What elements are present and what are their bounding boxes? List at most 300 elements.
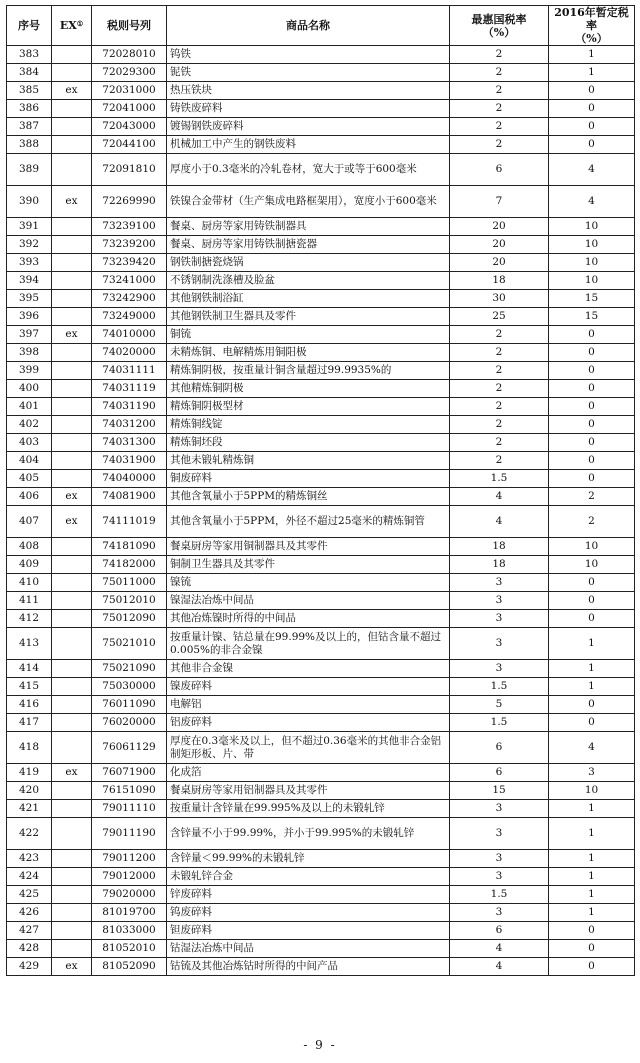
table-row xyxy=(7,782,635,800)
cell-name: 其他含氧量小于5PPM，外径不超过25毫米的精炼铜管 xyxy=(167,506,450,538)
cell-ex xyxy=(52,886,92,904)
cell-seq: 393 xyxy=(7,254,52,272)
cell-code: 75012010 xyxy=(92,592,167,610)
cell-mfn-rate: 3 xyxy=(450,628,549,660)
cell-interim-rate: 1 xyxy=(549,818,635,850)
table-row xyxy=(7,272,635,290)
table-row xyxy=(7,344,635,362)
cell-interim-rate: 1 xyxy=(549,678,635,696)
cell-interim-rate: 1 xyxy=(549,886,635,904)
ex-label: EX xyxy=(59,19,77,32)
table-row xyxy=(7,64,635,82)
cell-seq: 424 xyxy=(7,868,52,886)
cell-interim-rate: 0 xyxy=(549,922,635,940)
cell-ex xyxy=(52,236,92,254)
cell-code: 74031190 xyxy=(92,398,167,416)
cell-mfn-rate: 3 xyxy=(450,592,549,610)
cell-seq: 405 xyxy=(7,470,52,488)
cell-mfn-rate: 1.5 xyxy=(450,678,549,696)
table-row xyxy=(7,556,635,574)
table-row xyxy=(7,506,635,538)
cell-code: 72041000 xyxy=(92,100,167,118)
cell-code: 73241000 xyxy=(92,272,167,290)
cell-interim-rate: 3 xyxy=(549,764,635,782)
cell-mfn-rate: 1.5 xyxy=(450,470,549,488)
col-header-mfn-rate xyxy=(450,6,549,46)
cell-interim-rate: 10 xyxy=(549,218,635,236)
cell-interim-rate: 15 xyxy=(549,308,635,326)
cell-mfn-rate: 30 xyxy=(450,290,549,308)
cell-mfn-rate: 6 xyxy=(450,154,549,186)
cell-mfn-rate: 15 xyxy=(450,782,549,800)
cell-ex xyxy=(52,904,92,922)
cell-mfn-rate: 20 xyxy=(450,254,549,272)
cell-code: 72028010 xyxy=(92,46,167,64)
cell-ex xyxy=(52,380,92,398)
cell-mfn-rate: 20 xyxy=(450,218,549,236)
cell-interim-rate: 0 xyxy=(549,696,635,714)
table-row xyxy=(7,818,635,850)
table-row xyxy=(7,362,635,380)
table-row xyxy=(7,538,635,556)
cell-name: 热压铁块 xyxy=(167,82,450,100)
cell-name: 锌废碎料 xyxy=(167,886,450,904)
cell-seq: 428 xyxy=(7,940,52,958)
cell-mfn-rate: 2 xyxy=(450,326,549,344)
cell-code: 72091810 xyxy=(92,154,167,186)
cell-interim-rate: 4 xyxy=(549,186,635,218)
cell-interim-rate: 10 xyxy=(549,272,635,290)
cell-code: 75012090 xyxy=(92,610,167,628)
table-row xyxy=(7,470,635,488)
cell-code: 72031000 xyxy=(92,82,167,100)
cell-ex xyxy=(52,800,92,818)
cell-interim-rate: 4 xyxy=(549,732,635,764)
cell-interim-rate: 0 xyxy=(549,344,635,362)
cell-seq: 390 xyxy=(7,186,52,218)
cell-ex xyxy=(52,660,92,678)
cell-ex xyxy=(52,714,92,732)
cell-name: 钴湿法冶炼中间品 xyxy=(167,940,450,958)
cell-interim-rate: 0 xyxy=(549,100,635,118)
cell-ex xyxy=(52,850,92,868)
cell-mfn-rate: 2 xyxy=(450,362,549,380)
cell-code: 73249000 xyxy=(92,308,167,326)
cell-mfn-rate: 4 xyxy=(450,506,549,538)
cell-name: 钨铁 xyxy=(167,46,450,64)
cell-name: 镍锍 xyxy=(167,574,450,592)
cell-mfn-rate: 2 xyxy=(450,398,549,416)
cell-name: 铸铁废碎料 xyxy=(167,100,450,118)
cell-seq: 385 xyxy=(7,82,52,100)
cell-seq: 400 xyxy=(7,380,52,398)
cell-mfn-rate: 2 xyxy=(450,416,549,434)
cell-mfn-rate: 4 xyxy=(450,940,549,958)
cell-mfn-rate: 3 xyxy=(450,610,549,628)
cell-name: 钽废碎料 xyxy=(167,922,450,940)
mfn-label: 最惠国税率 xyxy=(471,12,527,26)
cell-name: 钴锍及其他冶炼钴时所得的中间产品 xyxy=(167,958,450,976)
table-row xyxy=(7,628,635,660)
table-row xyxy=(7,46,635,64)
col-header-seq: 序号 xyxy=(7,6,52,46)
cell-interim-rate: 1 xyxy=(549,64,635,82)
cell-name: 铌铁 xyxy=(167,64,450,82)
cell-ex xyxy=(52,452,92,470)
cell-mfn-rate: 7 xyxy=(450,186,549,218)
cell-name: 按重量计镍、钴总量在99.99%及以上的，但钴含量不超过0.005%的非合金镍 xyxy=(167,628,450,660)
table-row xyxy=(7,308,635,326)
cell-seq: 411 xyxy=(7,592,52,610)
cell-code: 73239100 xyxy=(92,218,167,236)
cell-seq: 397 xyxy=(7,326,52,344)
cell-code: 81019700 xyxy=(92,904,167,922)
cell-ex xyxy=(52,344,92,362)
cell-name: 铜锍 xyxy=(167,326,450,344)
table-row xyxy=(7,592,635,610)
cell-code: 75021090 xyxy=(92,660,167,678)
cell-seq: 406 xyxy=(7,488,52,506)
cell-name: 铝废碎料 xyxy=(167,714,450,732)
cell-seq: 384 xyxy=(7,64,52,82)
cell-name: 精炼铜阴极型材 xyxy=(167,398,450,416)
cell-name: 精炼铜坯段 xyxy=(167,434,450,452)
cell-seq: 392 xyxy=(7,236,52,254)
cell-interim-rate: 0 xyxy=(549,118,635,136)
cell-ex xyxy=(52,398,92,416)
page-number: - 9 - xyxy=(303,1038,337,1052)
cell-mfn-rate: 3 xyxy=(450,850,549,868)
cell-seq: 387 xyxy=(7,118,52,136)
cell-name: 钢铁制搪瓷烧锅 xyxy=(167,254,450,272)
cell-seq: 410 xyxy=(7,574,52,592)
cell-mfn-rate: 3 xyxy=(450,818,549,850)
cell-name: 机械加工中产生的钢铁废料 xyxy=(167,136,450,154)
cell-name: 其他未锻轧精炼铜 xyxy=(167,452,450,470)
cell-mfn-rate: 2 xyxy=(450,64,549,82)
cell-mfn-rate: 3 xyxy=(450,868,549,886)
cell-ex xyxy=(52,538,92,556)
cell-seq: 423 xyxy=(7,850,52,868)
cell-code: 79011110 xyxy=(92,800,167,818)
cell-mfn-rate: 4 xyxy=(450,488,549,506)
cell-seq: 391 xyxy=(7,218,52,236)
table-row xyxy=(7,868,635,886)
interim-unit: （%） xyxy=(575,32,608,45)
cell-code: 74031200 xyxy=(92,416,167,434)
cell-ex: ex xyxy=(52,506,92,538)
table-row xyxy=(7,236,635,254)
table-row xyxy=(7,398,635,416)
cell-code: 74040000 xyxy=(92,470,167,488)
cell-ex xyxy=(52,574,92,592)
cell-ex xyxy=(52,290,92,308)
cell-mfn-rate: 2 xyxy=(450,344,549,362)
cell-interim-rate: 0 xyxy=(549,82,635,100)
cell-interim-rate: 1 xyxy=(549,868,635,886)
col-header-ex xyxy=(52,6,92,46)
cell-name: 钨废碎料 xyxy=(167,904,450,922)
cell-code: 75021010 xyxy=(92,628,167,660)
cell-mfn-rate: 18 xyxy=(450,538,549,556)
cell-seq: 402 xyxy=(7,416,52,434)
cell-mfn-rate: 2 xyxy=(450,46,549,64)
cell-name: 其他钢铁制卫生器具及零件 xyxy=(167,308,450,326)
cell-code: 79020000 xyxy=(92,886,167,904)
table-row xyxy=(7,850,635,868)
cell-name: 未锻轧锌合金 xyxy=(167,868,450,886)
cell-code: 76061129 xyxy=(92,732,167,764)
cell-ex xyxy=(52,272,92,290)
cell-name: 其他钢铁制浴缸 xyxy=(167,290,450,308)
cell-mfn-rate: 18 xyxy=(450,556,549,574)
cell-code: 72269990 xyxy=(92,186,167,218)
table-row xyxy=(7,732,635,764)
cell-interim-rate: 0 xyxy=(549,610,635,628)
cell-ex: ex xyxy=(52,958,92,976)
cell-seq: 409 xyxy=(7,556,52,574)
cell-seq: 395 xyxy=(7,290,52,308)
cell-seq: 386 xyxy=(7,100,52,118)
cell-code: 72043000 xyxy=(92,118,167,136)
cell-code: 81033000 xyxy=(92,922,167,940)
cell-code: 72044100 xyxy=(92,136,167,154)
table-row xyxy=(7,186,635,218)
cell-code: 75030000 xyxy=(92,678,167,696)
cell-ex xyxy=(52,154,92,186)
table-row xyxy=(7,678,635,696)
cell-seq: 404 xyxy=(7,452,52,470)
cell-name: 其他非合金镍 xyxy=(167,660,450,678)
cell-name: 含锌量不小于99.99%，并小于99.995%的未锻轧锌 xyxy=(167,818,450,850)
cell-interim-rate: 0 xyxy=(549,326,635,344)
cell-ex: ex xyxy=(52,82,92,100)
cell-seq: 416 xyxy=(7,696,52,714)
table-row xyxy=(7,416,635,434)
cell-interim-rate: 0 xyxy=(549,362,635,380)
cell-mfn-rate: 3 xyxy=(450,904,549,922)
col-header-interim-rate xyxy=(549,6,635,46)
cell-interim-rate: 1 xyxy=(549,46,635,64)
cell-code: 74031900 xyxy=(92,452,167,470)
table-row xyxy=(7,610,635,628)
table-row xyxy=(7,574,635,592)
cell-seq: 427 xyxy=(7,922,52,940)
cell-seq: 421 xyxy=(7,800,52,818)
cell-seq: 414 xyxy=(7,660,52,678)
cell-seq: 398 xyxy=(7,344,52,362)
table-row xyxy=(7,118,635,136)
table-row xyxy=(7,434,635,452)
cell-mfn-rate: 6 xyxy=(450,732,549,764)
cell-interim-rate: 0 xyxy=(549,958,635,976)
cell-code: 73242900 xyxy=(92,290,167,308)
cell-interim-rate: 1 xyxy=(549,850,635,868)
cell-interim-rate: 10 xyxy=(549,236,635,254)
table-row xyxy=(7,714,635,732)
table-row xyxy=(7,154,635,186)
mfn-unit: （%） xyxy=(482,25,516,39)
cell-ex xyxy=(52,922,92,940)
cell-interim-rate: 2 xyxy=(549,506,635,538)
cell-interim-rate: 1 xyxy=(549,800,635,818)
cell-ex xyxy=(52,818,92,850)
cell-mfn-rate: 6 xyxy=(450,764,549,782)
cell-seq: 399 xyxy=(7,362,52,380)
cell-seq: 413 xyxy=(7,628,52,660)
cell-seq: 389 xyxy=(7,154,52,186)
cell-interim-rate: 2 xyxy=(549,488,635,506)
cell-ex: ex xyxy=(52,488,92,506)
cell-interim-rate: 0 xyxy=(549,416,635,434)
cell-name: 餐桌厨房等家用铜制器具及其零件 xyxy=(167,538,450,556)
cell-name: 餐桌厨房等家用铝制器具及其零件 xyxy=(167,782,450,800)
cell-interim-rate: 15 xyxy=(549,290,635,308)
table-row xyxy=(7,660,635,678)
col-header-code: 税则号列 xyxy=(92,6,167,46)
cell-ex xyxy=(52,470,92,488)
cell-interim-rate: 4 xyxy=(549,154,635,186)
cell-mfn-rate: 4 xyxy=(450,958,549,976)
cell-code: 74182000 xyxy=(92,556,167,574)
cell-mfn-rate: 2 xyxy=(450,380,549,398)
cell-name: 精炼铜线锭 xyxy=(167,416,450,434)
table-row xyxy=(7,290,635,308)
cell-mfn-rate: 25 xyxy=(450,308,549,326)
cell-seq: 420 xyxy=(7,782,52,800)
table-row xyxy=(7,136,635,154)
cell-name: 未精炼铜、电解精炼用铜阳极 xyxy=(167,344,450,362)
cell-seq: 419 xyxy=(7,764,52,782)
cell-seq: 422 xyxy=(7,818,52,850)
cell-interim-rate: 10 xyxy=(549,556,635,574)
table-row xyxy=(7,380,635,398)
cell-ex xyxy=(52,362,92,380)
cell-interim-rate: 0 xyxy=(549,714,635,732)
cell-seq: 394 xyxy=(7,272,52,290)
table-header-row xyxy=(7,6,635,46)
table-row xyxy=(7,886,635,904)
cell-interim-rate: 0 xyxy=(549,452,635,470)
tariff-table xyxy=(6,5,635,976)
table-body xyxy=(7,46,635,976)
cell-code: 73239200 xyxy=(92,236,167,254)
table-row xyxy=(7,218,635,236)
cell-name: 电解铝 xyxy=(167,696,450,714)
cell-seq: 407 xyxy=(7,506,52,538)
cell-ex xyxy=(52,732,92,764)
table-row xyxy=(7,940,635,958)
table-row xyxy=(7,922,635,940)
cell-ex xyxy=(52,434,92,452)
cell-ex xyxy=(52,678,92,696)
cell-mfn-rate: 6 xyxy=(450,922,549,940)
cell-interim-rate: 0 xyxy=(549,574,635,592)
table-row xyxy=(7,452,635,470)
cell-name: 镍湿法冶炼中间品 xyxy=(167,592,450,610)
cell-seq: 429 xyxy=(7,958,52,976)
cell-seq: 408 xyxy=(7,538,52,556)
cell-seq: 403 xyxy=(7,434,52,452)
cell-seq: 396 xyxy=(7,308,52,326)
cell-code: 79011200 xyxy=(92,850,167,868)
cell-name: 化成箔 xyxy=(167,764,450,782)
cell-ex xyxy=(52,118,92,136)
cell-interim-rate: 10 xyxy=(549,782,635,800)
cell-ex xyxy=(52,696,92,714)
cell-code: 74111019 xyxy=(92,506,167,538)
cell-interim-rate: 0 xyxy=(549,470,635,488)
cell-interim-rate: 10 xyxy=(549,254,635,272)
cell-interim-rate: 1 xyxy=(549,904,635,922)
cell-interim-rate: 0 xyxy=(549,136,635,154)
interim-label: 2016年暂定税率 xyxy=(554,6,629,32)
cell-code: 74181090 xyxy=(92,538,167,556)
cell-interim-rate: 0 xyxy=(549,940,635,958)
cell-name: 其他含氧量小于5PPM的精炼铜丝 xyxy=(167,488,450,506)
cell-interim-rate: 1 xyxy=(549,628,635,660)
table-row xyxy=(7,326,635,344)
cell-ex xyxy=(52,556,92,574)
cell-seq: 412 xyxy=(7,610,52,628)
cell-seq: 415 xyxy=(7,678,52,696)
cell-code: 79011190 xyxy=(92,818,167,850)
table-row xyxy=(7,100,635,118)
table-row xyxy=(7,958,635,976)
cell-mfn-rate: 20 xyxy=(450,236,549,254)
cell-ex xyxy=(52,782,92,800)
cell-interim-rate: 10 xyxy=(549,538,635,556)
cell-ex xyxy=(52,628,92,660)
cell-code: 74081900 xyxy=(92,488,167,506)
cell-name: 不锈钢制洗涤槽及脸盆 xyxy=(167,272,450,290)
table-row xyxy=(7,254,635,272)
cell-name: 餐桌、厨房等家用铸铁制器具 xyxy=(167,218,450,236)
cell-ex: ex xyxy=(52,186,92,218)
cell-name: 铁镍合金带材（生产集成电路框架用），宽度小于600毫米 xyxy=(167,186,450,218)
cell-name: 镀锡钢铁废碎料 xyxy=(167,118,450,136)
table-row xyxy=(7,904,635,922)
cell-mfn-rate: 2 xyxy=(450,100,549,118)
cell-mfn-rate: 3 xyxy=(450,574,549,592)
cell-name: 其他冶炼镍时所得的中间品 xyxy=(167,610,450,628)
cell-mfn-rate: 3 xyxy=(450,800,549,818)
cell-name: 厚度小于0.3毫米的冷轧卷材，宽大于或等于600毫米 xyxy=(167,154,450,186)
cell-mfn-rate: 2 xyxy=(450,434,549,452)
cell-ex xyxy=(52,308,92,326)
cell-mfn-rate: 2 xyxy=(450,136,549,154)
cell-seq: 401 xyxy=(7,398,52,416)
cell-code: 81052010 xyxy=(92,940,167,958)
ex-footnote-mark: ① xyxy=(76,19,84,28)
cell-ex xyxy=(52,940,92,958)
cell-mfn-rate: 2 xyxy=(450,82,549,100)
cell-mfn-rate: 1.5 xyxy=(450,714,549,732)
cell-interim-rate: 0 xyxy=(549,434,635,452)
cell-code: 74031111 xyxy=(92,362,167,380)
cell-name: 镍废碎料 xyxy=(167,678,450,696)
cell-name: 其他精炼铜阴极 xyxy=(167,380,450,398)
cell-ex xyxy=(52,592,92,610)
cell-code: 75011000 xyxy=(92,574,167,592)
cell-seq: 383 xyxy=(7,46,52,64)
cell-ex xyxy=(52,218,92,236)
cell-code: 72029300 xyxy=(92,64,167,82)
cell-ex: ex xyxy=(52,326,92,344)
table-row xyxy=(7,82,635,100)
cell-ex xyxy=(52,64,92,82)
cell-code: 76011090 xyxy=(92,696,167,714)
